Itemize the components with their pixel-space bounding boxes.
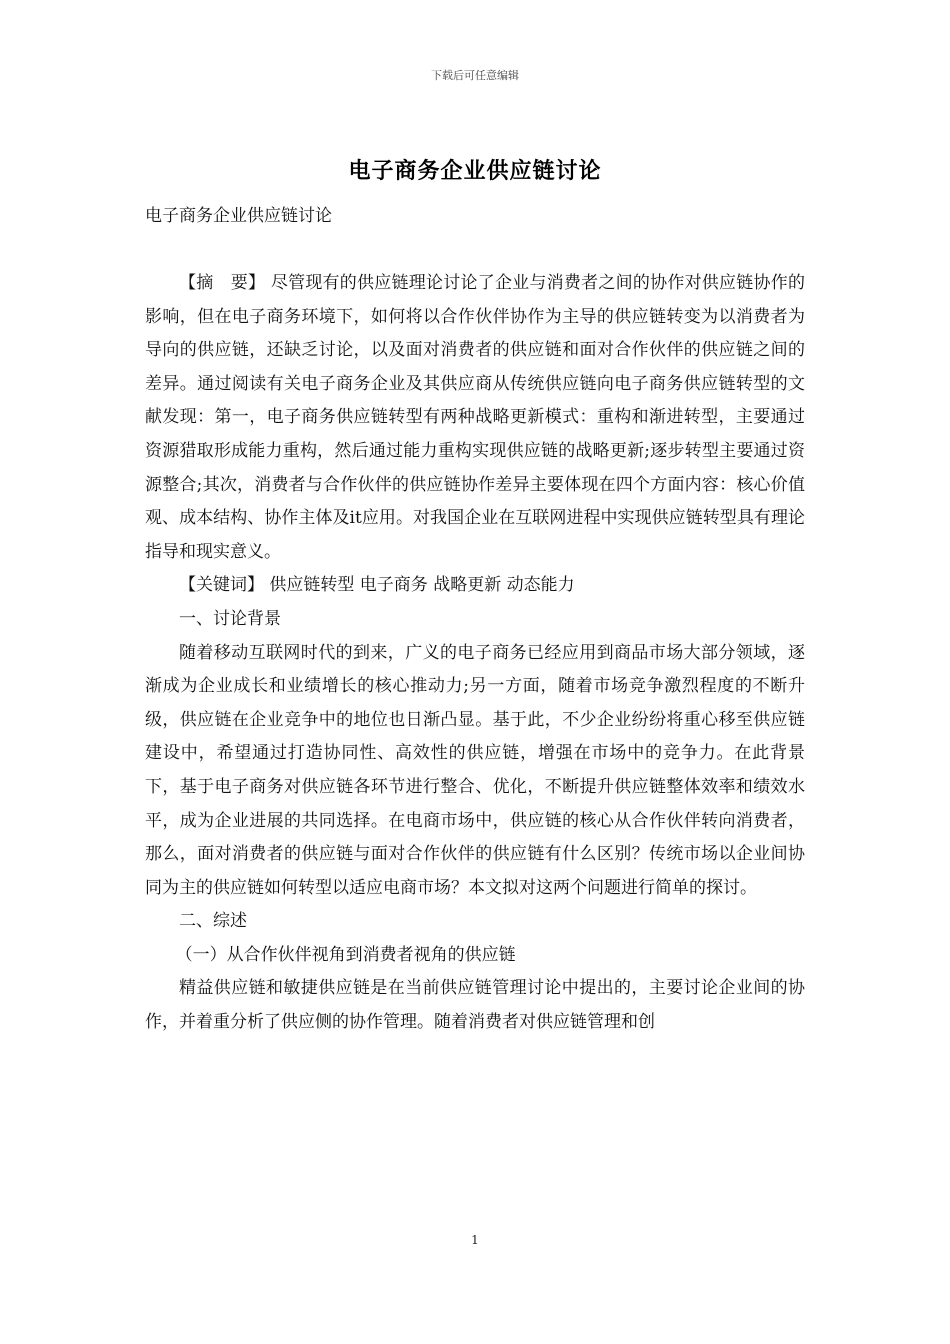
document-body xyxy=(145,267,805,1040)
document-subtitle: 电子商务企业供应链讨论 xyxy=(145,206,332,226)
keywords-paragraph: 【关键词】 供应链转型 电子商务 战略更新 动态能力 xyxy=(179,575,575,596)
document-title: 电子商务企业供应链讨论 xyxy=(348,158,602,184)
background-paragraph: 随着移动互联网时代的到来，广义的电子商务已经应用到商品市场大部分领域，逐渐成为企业成长和业绩增长的核心推动力;另一方面，随着市场竞争激烈程度的不断升级，供应链在企业竞争中的地位也日渐凸显。基于此，不少企业纷纷将重心移至供应链建设中，希望通过打造协同性、高效性的供应链，增强在市场中的竞争力。在此背景下，基于电子商务对供应链各环节进行整合、优化，不断提升供应链整体效率和绩效水平，成为企业进展的共同选择。在电商市场中，供应链的核心从合作伙伴转向消费者，那么，面对消费者的供应链与面对合作伙伴的供应链有什么区别？传统市场以企业间协同为主的供应链如何转型以适应电商市场？本文拟对这两个问题进行简单的探讨。 xyxy=(145,642,805,898)
section-heading-background: 一、讨论背景 xyxy=(179,608,281,629)
subsection-heading-perspective: （一）从合作伙伴视角到消费者视角的供应链 xyxy=(175,944,516,965)
abstract-paragraph: 【摘 要】 尽管现有的供应链理论讨论了企业与消费者之间的协作对供应链协作的影响，但在电子商务环境下，如何将以合作伙伴协作为主导的供应链转变为以消费者为导向的供应链，还缺乏讨论，以及面对消费者的供应链和面对合作伙伴的供应链之间的差异。通过阅读有关电子商务企业及其供应商从传统供应链向电子商务供应链转型的文献发现：第一，电子商务供应链转型有两种战略更新模式：重构和渐进转型，主要通过资源猎取形成能力重构，然后通过能力重构实现供应链的战略更新;逐步转型主要通过资源整合;其次，消费者与合作伙伴的供应链协作差异主要体现在四个方面内容：核心价值观、成本结构、协作主体及it应用。对我国企业在互联网进程中实现供应链转型具有理论指导和现实意义。 xyxy=(145,273,805,562)
perspective-paragraph: 精益供应链和敏捷供应链是在当前供应链管理讨论中提出的，主要讨论企业间的协作，并着重分析了供应侧的协作管理。随着消费者对供应链管理和创 xyxy=(145,978,805,1033)
section-heading-review: 二、综述 xyxy=(179,911,247,932)
page-header-note: 下载后可任意编辑 xyxy=(431,69,519,82)
page-number: 1 xyxy=(471,1233,479,1247)
